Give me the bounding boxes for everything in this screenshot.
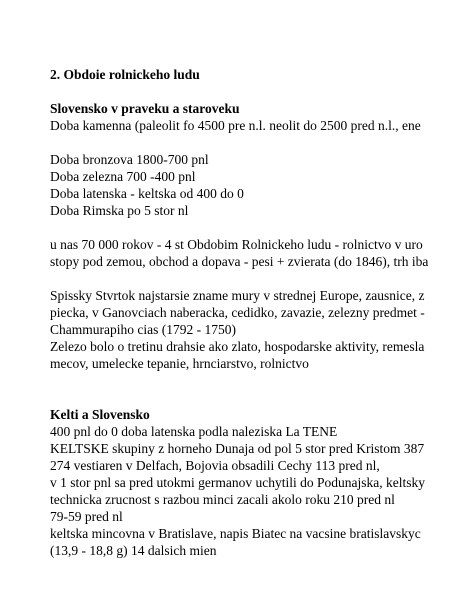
paragraph-line: 274 vestiaren v Delfach, Bojovia obsadili Cechy 113 pred nl, bbox=[50, 458, 380, 473]
paragraph-line: Doba latenska - keltska od 400 do 0 bbox=[50, 186, 244, 201]
paragraph-line: Chammurapiho cias (1792 - 1750) bbox=[50, 322, 236, 337]
paragraph-line: (13,9 - 18,8 g) 14 dalsich mien bbox=[50, 543, 217, 558]
paragraph-line: Doba bronzova 1800-700 pnl bbox=[50, 152, 209, 167]
paragraph-line: stopy pod zemou, obchod a dopava - pesi + zvierata (do 1846), trh iba bbox=[50, 254, 429, 269]
paragraph-line: u nas 70 000 rokov - 4 st Obdobim Rolnickeho ludu - rolnictvo v uro bbox=[50, 237, 423, 252]
paragraph-line: Doba Rimska po 5 stor nl bbox=[50, 203, 189, 218]
paragraph-line: 400 pnl do 0 doba latenska podla naleziska La TENE bbox=[50, 424, 338, 439]
paragraph-line: Doba kamenna (paleolit fo 4500 pre n.l. neolit do 2500 pred n.l., ene bbox=[50, 118, 421, 133]
paragraph-line: Spissky Stvrtok najstarsie zname mury v strednej Europe, zausnice, z bbox=[50, 288, 425, 303]
paragraph-line: Doba zelezna 700 -400 pnl bbox=[50, 169, 196, 184]
paragraph-line: piecka, v Ganovciach naberacka, cedidko, zavazie, zelezny predmet - bbox=[50, 305, 425, 320]
section-title-praveku: Slovensko v praveku a staroveku bbox=[50, 101, 240, 116]
paragraph-line: Zelezo bolo o tretinu drahsie ako zlato, hospodarske aktivity, remesla bbox=[50, 339, 425, 354]
section-title-kelti: Kelti a Slovensko bbox=[50, 407, 150, 422]
paragraph-line: KELTSKE skupiny z horneho Dunaja od pol 5 stor pred Kristom 387 bbox=[50, 441, 425, 456]
paragraph-line: keltska mincovna v Bratislave, napis Biatec na vacsine bratislavskyc bbox=[50, 526, 421, 541]
paragraph-line: technicka zrucnost s razbou minci zacali akolo roku 210 pred nl bbox=[50, 492, 395, 507]
paragraph-line: 79-59 pred nl bbox=[50, 509, 123, 524]
document-heading: 2. Obdoie rolnickeho ludu bbox=[50, 67, 200, 82]
paragraph-line: mecov, umelecke tepanie, hrnciarstvo, rolnictvo bbox=[50, 356, 309, 371]
paragraph-line: v 1 stor pnl sa pred utokmi germanov uchytili do Podunajska, keltsky bbox=[50, 475, 425, 490]
